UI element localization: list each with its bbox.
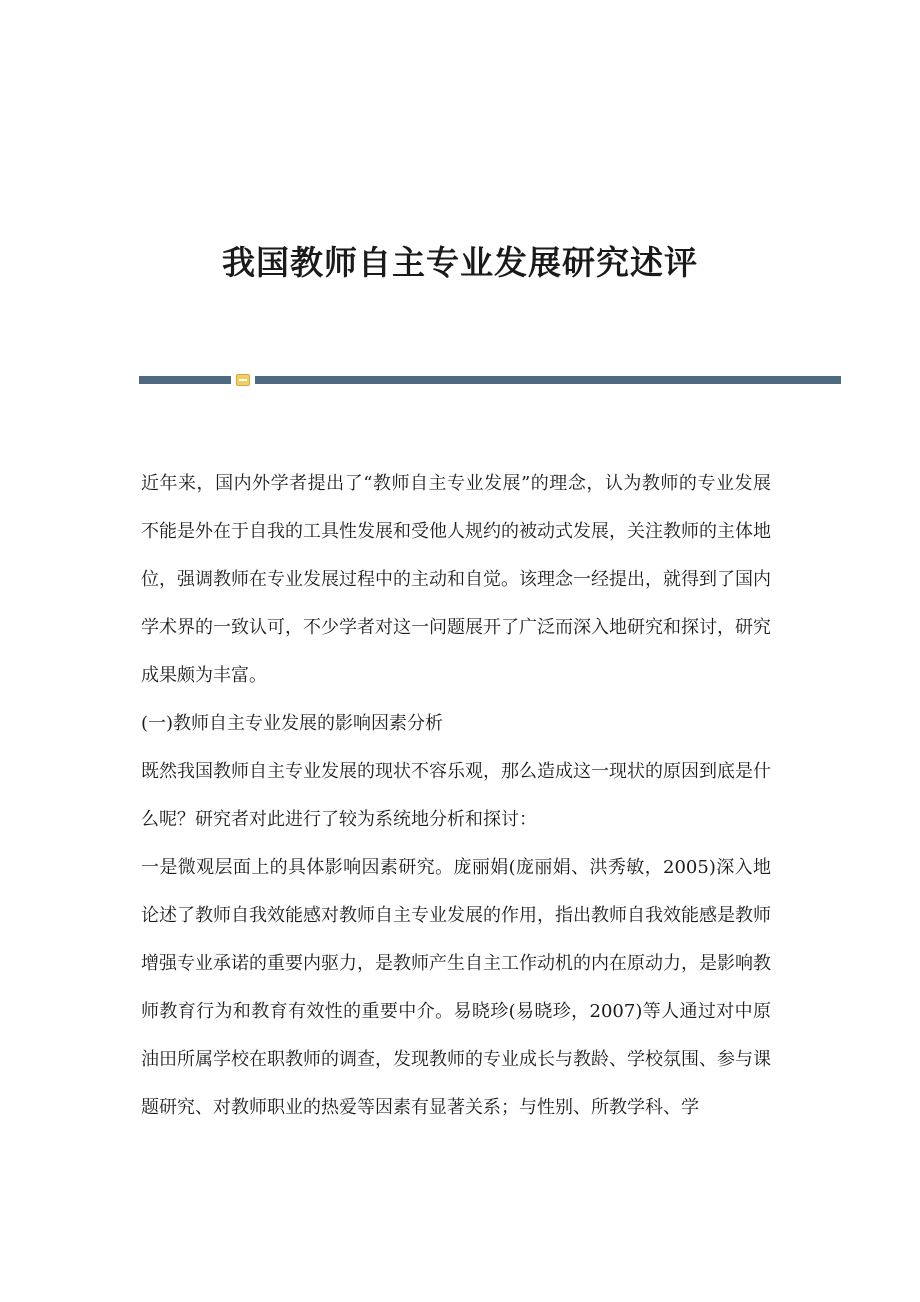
divider-bar-right xyxy=(255,376,841,384)
divider-bar-left xyxy=(139,376,231,384)
paragraph-intro: 近年来，国内外学者提出了“教师自主专业发展”的理念，认为教师的专业发展不能是外在于自我的工具性发展和受他人规约的被动式发展，关注教师的主体地位，强调教师在专业发展过程中的主动和自觉。该理念一经提出，就得到了国内学术界的一致认可，不少学者对这一问题展开了广泛而深入地研究和探讨，研究成果颇为丰富。 xyxy=(141,473,771,686)
document-title: 我国教师自主专业发展研究述评 xyxy=(222,243,698,283)
document-body xyxy=(141,460,771,1132)
title-divider xyxy=(139,374,841,386)
paragraph-causes: 既然我国教师自主专业发展的现状不容乐观，那么造成这一现状的原因到底是什么呢？研究者对此进行了较为系统地分析和探讨： xyxy=(141,761,771,830)
paragraph-micro-factors: 一是微观层面上的具体影响因素研究。庞丽娟(庞丽娟、洪秀敏，2005)深入地论述了教师自我效能感对教师自主专业发展的作用，指出教师自我效能感是教师增强专业承诺的重要内驱力，是教师产生自主工作动机的内在原动力，是影响教师教育行为和教育有效性的重要中介。易晓珍(易晓珍，2007)等人通过对中原油田所属学校在职教师的调查，发现教师的专业成长与教龄、学校氛围、参与课题研究、对教师职业的热爱等因素有显著关系；与性别、所教学科、学 xyxy=(141,857,771,1118)
divider-ornament-icon xyxy=(236,374,250,386)
section-heading: (一)教师自主专业发展的影响因素分析 xyxy=(141,713,444,734)
